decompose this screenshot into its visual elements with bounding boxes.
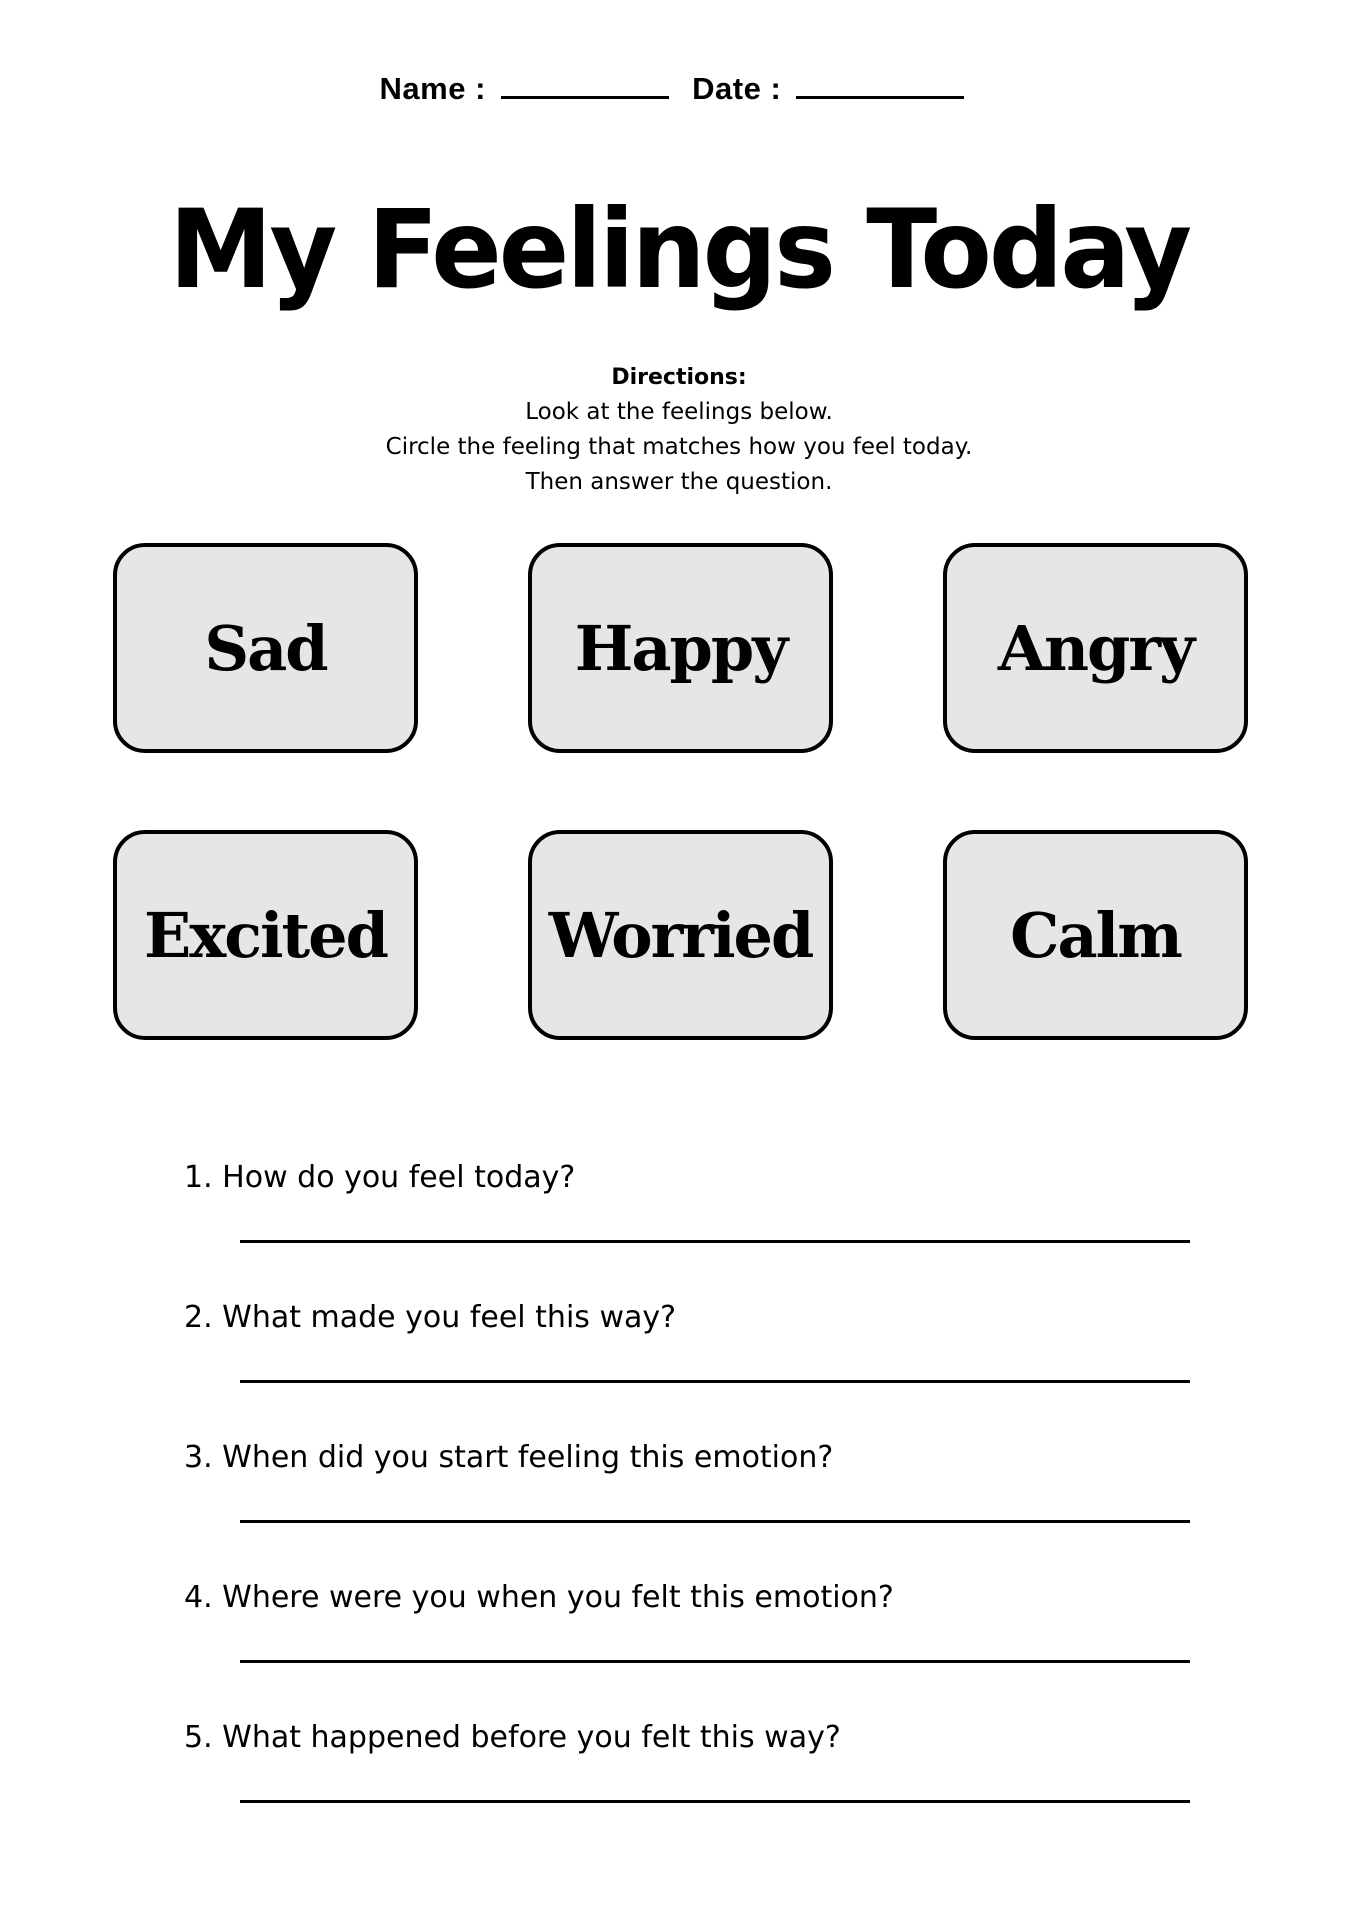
directions-line: Circle the feeling that matches how you feel today. [385, 434, 973, 460]
feeling-label: Happy [574, 611, 787, 685]
name-date-header [0, 70, 1358, 107]
date-field[interactable] [796, 70, 964, 99]
feeling-card-sad[interactable] [113, 543, 418, 753]
directions-line: Look at the feelings below. [525, 399, 833, 425]
directions-heading: Directions: [611, 365, 747, 390]
feeling-card-calm[interactable] [943, 830, 1248, 1040]
feeling-card-excited[interactable] [113, 830, 418, 1040]
name-field[interactable] [501, 70, 669, 99]
date-label: Date : [692, 71, 782, 106]
feeling-card-angry[interactable] [943, 543, 1248, 753]
feeling-label: Angry [997, 611, 1194, 685]
question-4: 4. Where were you when you felt this emotion? [184, 1580, 894, 1615]
feeling-label: Sad [204, 611, 327, 685]
question-1: 1. How do you feel today? [184, 1160, 576, 1195]
name-label: Name : [379, 71, 486, 106]
answer-line-5[interactable] [240, 1800, 1190, 1803]
feeling-card-happy[interactable] [528, 543, 833, 753]
question-2: 2. What made you feel this way? [184, 1300, 677, 1335]
feeling-card-worried[interactable] [528, 830, 833, 1040]
answer-line-2[interactable] [240, 1380, 1190, 1383]
question-3: 3. When did you start feeling this emotion? [184, 1440, 834, 1475]
question-5: 5. What happened before you felt this way? [184, 1720, 841, 1755]
feeling-label: Excited [144, 898, 387, 972]
directions [0, 360, 1358, 500]
answer-line-4[interactable] [240, 1660, 1190, 1663]
answer-line-3[interactable] [240, 1520, 1190, 1523]
directions-line: Then answer the question. [525, 469, 833, 495]
feeling-label: Calm [1010, 898, 1181, 972]
feeling-label: Worried [548, 898, 813, 972]
answer-line-1[interactable] [240, 1240, 1190, 1243]
page-title: My Feelings Today [168, 184, 1190, 314]
